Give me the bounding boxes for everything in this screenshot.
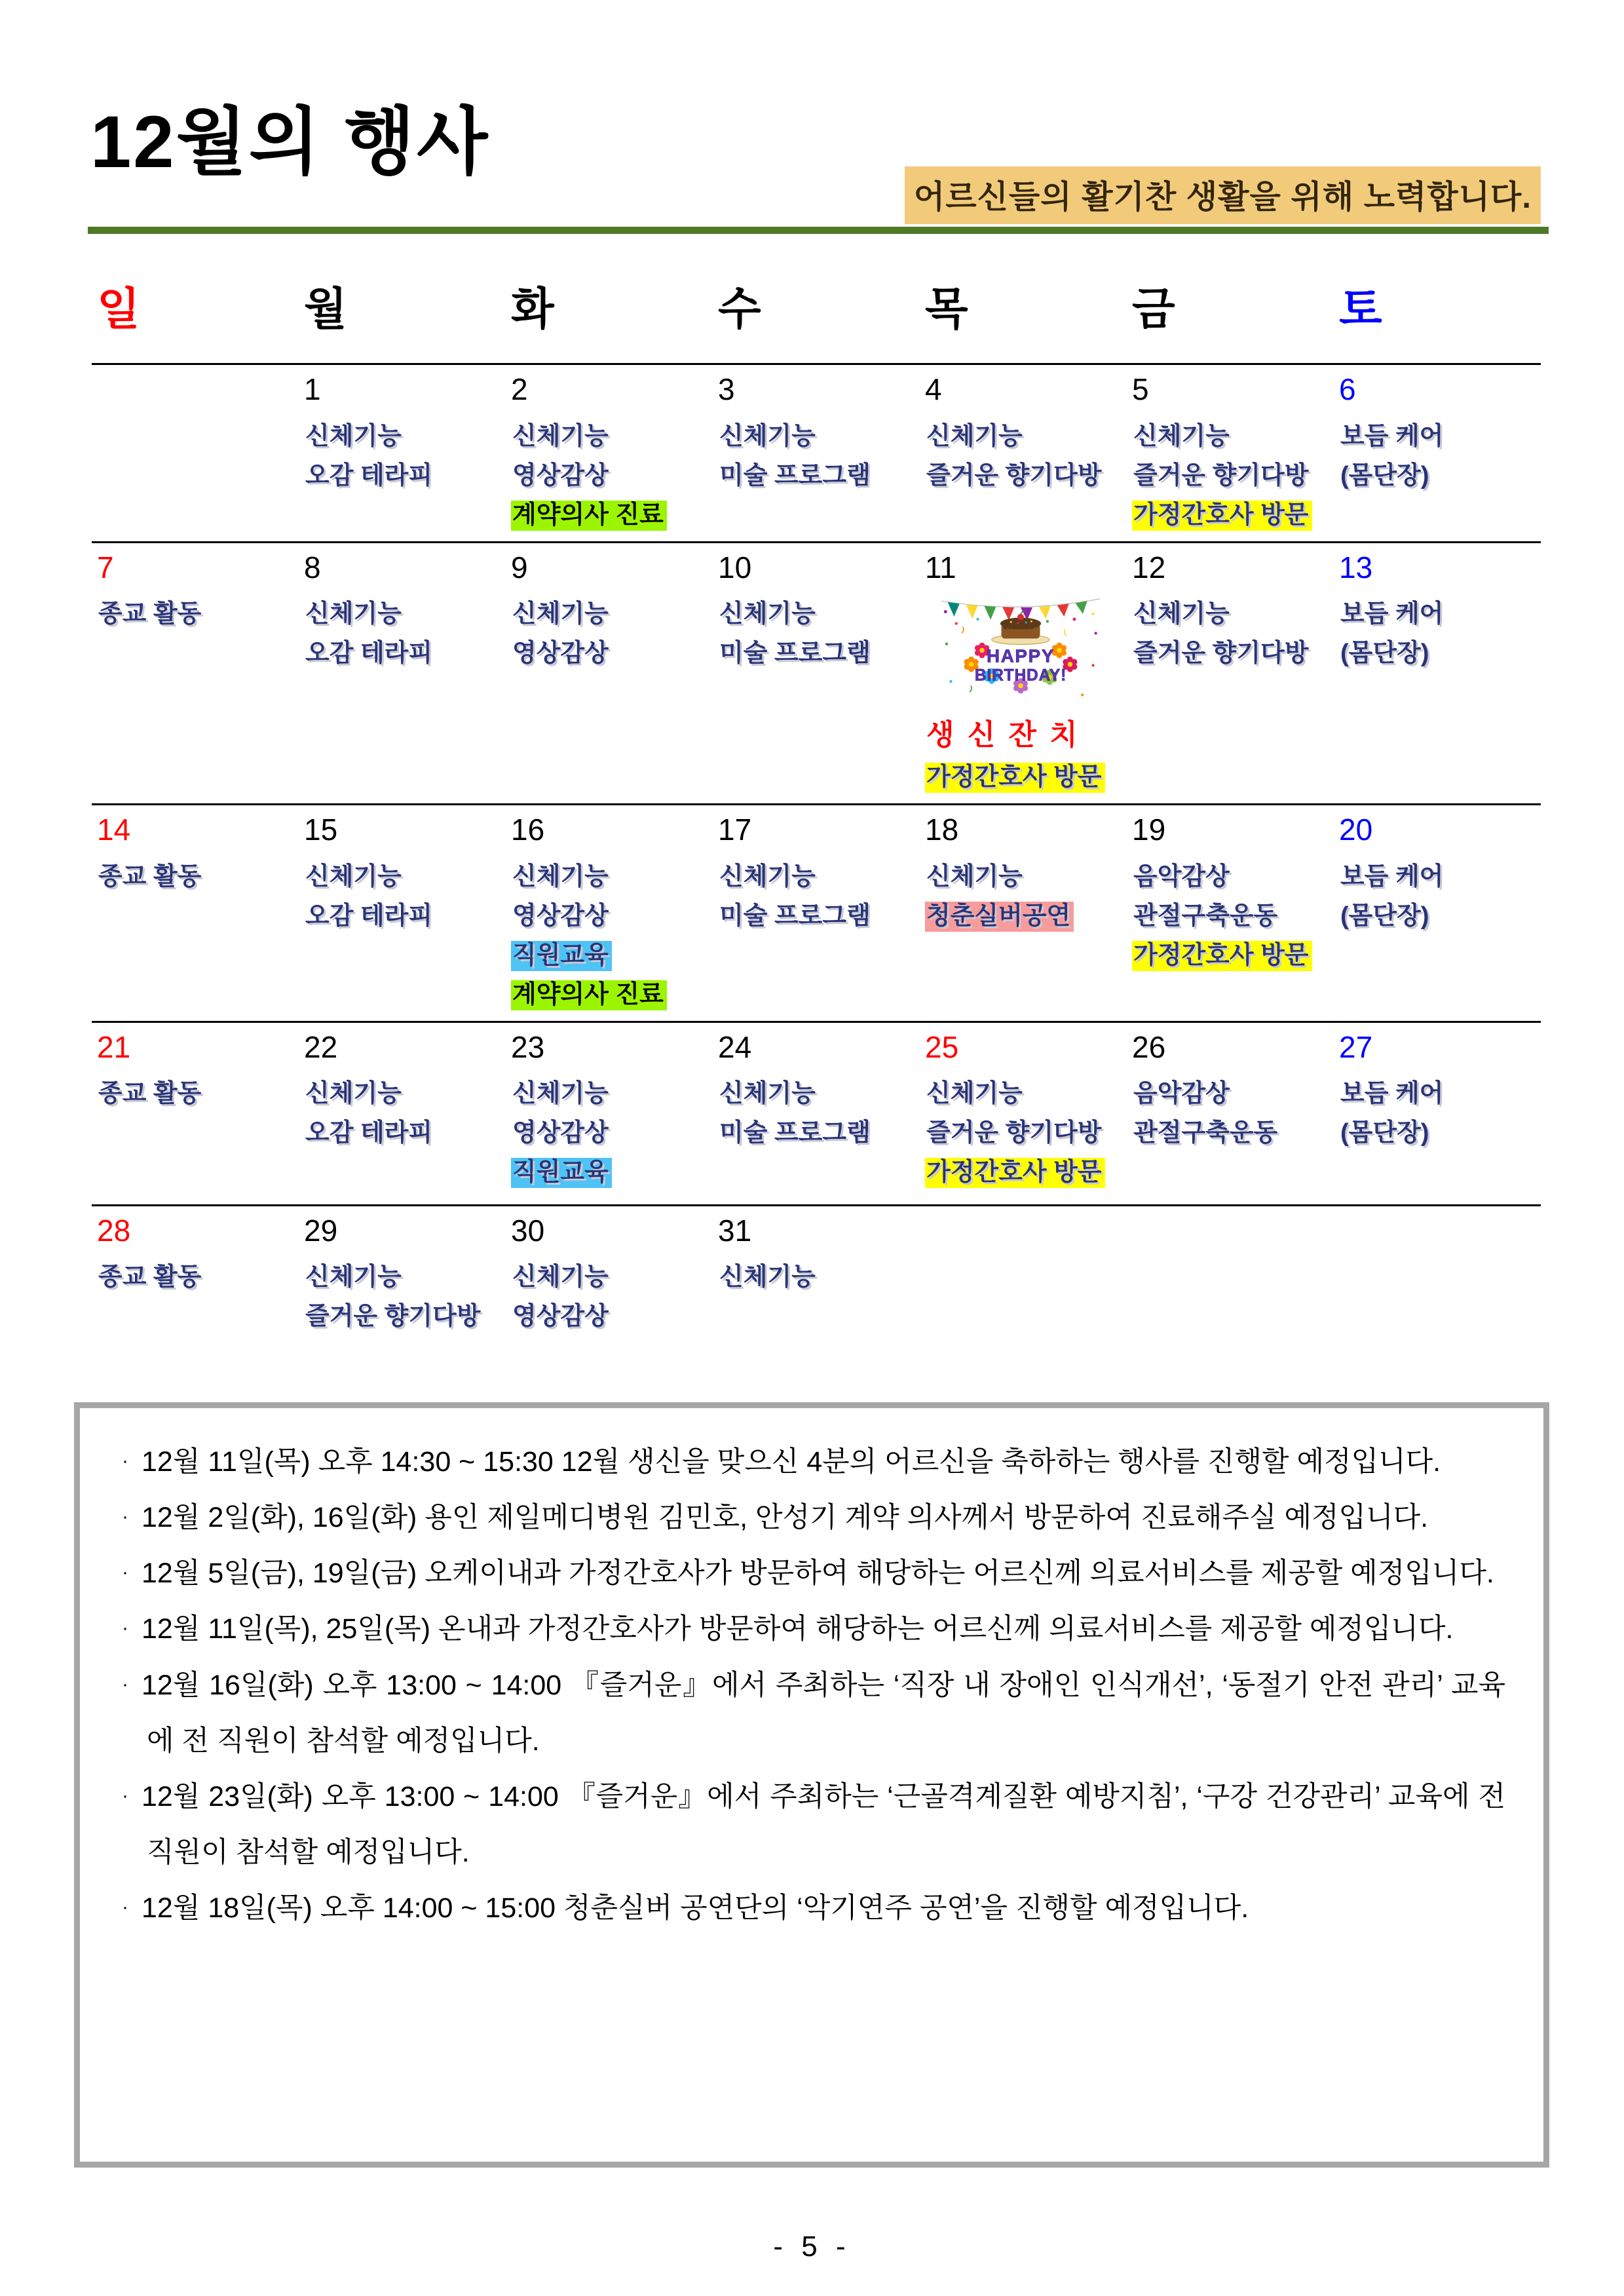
day-number: 25 xyxy=(925,1029,959,1064)
day-cell xyxy=(299,365,506,541)
day-cell xyxy=(299,543,506,804)
day-number: 26 xyxy=(1132,1029,1166,1064)
note-item xyxy=(110,1601,1505,1657)
day-cell xyxy=(920,805,1127,1021)
bullet-dot: · xyxy=(122,1896,128,1918)
event-line: 즐거운 향기다방 xyxy=(1133,640,1309,668)
note-item xyxy=(110,1490,1505,1546)
day-cell xyxy=(920,1206,1127,1402)
bullet-dot: · xyxy=(122,1673,128,1695)
day-cell xyxy=(92,1206,299,1402)
week-row xyxy=(92,805,1541,1023)
event-line: 신체기능 xyxy=(719,862,816,890)
day-number: 22 xyxy=(304,1029,338,1064)
event-line: 미술 프로그램 xyxy=(719,902,871,930)
event-line: 가정간호사 방문 xyxy=(925,759,1124,796)
day-number: 6 xyxy=(1339,372,1356,406)
event-line: 신체기능 xyxy=(512,422,609,450)
day-cell xyxy=(1127,1206,1334,1402)
event-line: 음악감상 xyxy=(1133,862,1230,890)
event-line: 즐거운 향기다방 xyxy=(1133,461,1309,489)
event-line: 보듬 케어 xyxy=(1340,422,1444,450)
event-line: 관절구축운동 xyxy=(1133,1119,1278,1147)
note-item xyxy=(110,1769,1505,1881)
day-number: 20 xyxy=(1339,813,1373,847)
event-line: 보듬 케어 xyxy=(1340,1080,1444,1108)
day-cell xyxy=(1334,1023,1541,1204)
day-header: 금 xyxy=(1132,284,1175,334)
event-line: (몸단장) xyxy=(1340,640,1429,668)
day-number: 2 xyxy=(511,372,528,406)
event-line: 신체기능 xyxy=(1133,422,1230,450)
event-line: (몸단장) xyxy=(1340,902,1429,930)
day-cell xyxy=(299,1023,506,1204)
notes-box xyxy=(74,1402,1549,2168)
event-line: 신체기능 xyxy=(926,862,1023,890)
calendar-header-row xyxy=(92,265,1541,365)
event-line: 영상감상 xyxy=(512,461,609,489)
event-line: 신체기능 xyxy=(512,600,609,628)
event-line: 신체기능 xyxy=(305,422,402,450)
day-number: 7 xyxy=(97,550,114,584)
day-number: 18 xyxy=(925,813,959,847)
event-line: 신체기능 xyxy=(305,1080,402,1108)
day-number: 14 xyxy=(97,813,131,847)
day-header: 목 xyxy=(925,284,968,334)
happy-birthday-image xyxy=(925,596,1116,708)
day-cell xyxy=(1334,365,1541,541)
day-cell xyxy=(713,543,920,804)
day-header: 일 xyxy=(97,284,140,334)
event-line: 보듬 케어 xyxy=(1340,862,1444,890)
event-line: 신체기능 xyxy=(926,1080,1023,1108)
day-cell xyxy=(299,1206,506,1402)
day-header: 수 xyxy=(718,284,761,334)
event-line: 직원교육 xyxy=(511,1154,710,1191)
event-line: 미술 프로그램 xyxy=(719,1119,871,1147)
event-line: 보듬 케어 xyxy=(1340,600,1444,628)
note-text: 12월 23일(화) 오후 13:00 ~ 14:00 『즐거운』에서 주최하는 ‘근골격계질환 예방지침’, ‘구강 건강관리’ 교육에 전 직원이 참석할 예정입니다. xyxy=(142,1780,1505,1868)
day-number: 16 xyxy=(511,813,545,847)
event-line: 신체기능 xyxy=(512,862,609,890)
event-line: 신체기능 xyxy=(719,1080,816,1108)
event-line: 신체기능 xyxy=(305,1263,402,1292)
event-line: 오감 테라피 xyxy=(305,461,433,489)
note-item xyxy=(110,1434,1505,1490)
title-divider-line xyxy=(88,227,1549,234)
event-line: 신체기능 xyxy=(1133,600,1230,628)
event-line: 음악감상 xyxy=(1133,1080,1230,1108)
event-line: 오감 테라피 xyxy=(305,1119,433,1147)
event-line: 직원교육 xyxy=(511,937,710,974)
event-line: 즐거운 향기다방 xyxy=(305,1303,481,1331)
event-line: (몸단장) xyxy=(1340,1119,1429,1147)
event-line: 생 신 잔 치 xyxy=(926,719,1080,752)
week-row xyxy=(92,1206,1541,1404)
event-line: 가정간호사 방문 xyxy=(1132,937,1331,974)
day-number: 13 xyxy=(1339,550,1373,584)
day-number: 30 xyxy=(511,1213,545,1248)
day-number: 24 xyxy=(718,1029,752,1064)
day-cell xyxy=(920,543,1127,804)
day-cell xyxy=(713,1023,920,1204)
day-cell xyxy=(1334,805,1541,1021)
event-line: 즐거운 향기다방 xyxy=(926,461,1102,489)
event-line: 관절구축운동 xyxy=(1133,902,1278,930)
event-line: 신체기능 xyxy=(305,862,402,890)
day-header: 토 xyxy=(1339,284,1382,334)
day-number: 4 xyxy=(925,372,942,406)
event-line: 신체기능 xyxy=(512,1080,609,1108)
event-line: 신체기능 xyxy=(305,600,402,628)
day-cell xyxy=(92,805,299,1021)
note-item xyxy=(110,1881,1505,1936)
note-item xyxy=(110,1546,1505,1601)
event-line: 오감 테라피 xyxy=(305,902,433,930)
page-number: - 5 - xyxy=(773,2230,851,2263)
day-cell xyxy=(713,1206,920,1402)
note-text: 12월 16일(화) 오후 13:00 ~ 14:00 『즐거운』에서 주최하는 ‘직장 내 장애인 인식개선’, ‘동절기 안전 관리’ 교육에 전 직원이 참석할 예정입니다. xyxy=(142,1669,1505,1757)
day-header: 월 xyxy=(304,284,347,334)
event-line: 신체기능 xyxy=(719,422,816,450)
day-number: 10 xyxy=(718,550,752,584)
event-line: 계약의사 진료 xyxy=(511,497,710,534)
day-cell xyxy=(920,1023,1127,1204)
event-line: 오감 테라피 xyxy=(305,640,433,668)
week-row xyxy=(92,1023,1541,1206)
day-cell xyxy=(1334,1206,1541,1402)
day-cell xyxy=(506,1206,713,1402)
event-line: 신체기능 xyxy=(926,422,1023,450)
day-number: 3 xyxy=(718,372,735,406)
day-number: 15 xyxy=(304,813,338,847)
day-cell xyxy=(713,365,920,541)
birthday-text-line1: HAPPY xyxy=(986,645,1055,666)
day-cell xyxy=(506,543,713,804)
day-number: 9 xyxy=(511,550,528,584)
event-line: 영상감상 xyxy=(512,1119,609,1147)
event-line: 청춘실버공연 xyxy=(925,898,1124,935)
page-title: 12월의 행사 xyxy=(90,101,490,183)
bullet-dot: · xyxy=(122,1450,128,1472)
birthday-cake xyxy=(992,610,1049,644)
day-header: 화 xyxy=(511,284,554,334)
day-cell xyxy=(920,365,1127,541)
day-cell xyxy=(299,805,506,1021)
day-number: 28 xyxy=(97,1213,131,1248)
calendar-table xyxy=(92,265,1541,1404)
note-text: 12월 18일(목) 오후 14:00 ~ 15:00 청춘실버 공연단의 ‘악기연주 공연’을 진행할 예정입니다. xyxy=(142,1892,1249,1924)
day-number: 1 xyxy=(304,372,321,406)
week-row xyxy=(92,543,1541,806)
event-line: 영상감상 xyxy=(512,640,609,668)
bullet-dot: · xyxy=(122,1784,128,1807)
day-cell xyxy=(1334,543,1541,804)
event-line: 영상감상 xyxy=(512,902,609,930)
event-line: (몸단장) xyxy=(1340,461,1429,489)
note-text: 12월 2일(화), 16일(화) 용인 제일메디병원 김민호, 안성기 계약 의사께서 방문하여 진료해주실 예정입니다. xyxy=(142,1502,1429,1534)
event-line: 신체기능 xyxy=(719,600,816,628)
day-cell xyxy=(92,543,299,804)
event-line: 신체기능 xyxy=(719,1263,816,1292)
note-item xyxy=(110,1658,1505,1769)
event-line: 즐거운 향기다방 xyxy=(926,1119,1102,1147)
day-cell xyxy=(92,365,299,541)
event-line: 계약의사 진료 xyxy=(511,976,710,1014)
event-line: 종교 활동 xyxy=(98,862,202,890)
bullet-dot: · xyxy=(122,1561,128,1584)
day-cell xyxy=(506,365,713,541)
event-line: 종교 활동 xyxy=(98,1263,202,1292)
birthday-text-line2: BIRTHDAY! xyxy=(974,666,1067,685)
day-number: 27 xyxy=(1339,1029,1373,1064)
event-line: 종교 활동 xyxy=(98,600,202,628)
day-cell xyxy=(1127,1023,1334,1204)
bullet-dot: · xyxy=(122,1617,128,1639)
event-line: 영상감상 xyxy=(512,1303,609,1331)
event-line: 미술 프로그램 xyxy=(719,640,871,668)
day-cell xyxy=(1127,805,1334,1021)
day-cell xyxy=(1127,543,1334,804)
day-number: 12 xyxy=(1132,550,1166,584)
day-number: 5 xyxy=(1132,372,1149,406)
note-text: 12월 11일(목) 오후 14:30 ~ 15:30 12월 생신을 맞으신 4분의 어르신을 축하하는 행사를 진행할 예정입니다. xyxy=(142,1446,1441,1478)
day-number: 17 xyxy=(718,813,752,847)
day-cell xyxy=(506,805,713,1021)
week-row xyxy=(92,365,1541,543)
event-line: 가정간호사 방문 xyxy=(1132,497,1331,534)
calendar-weeks xyxy=(92,365,1541,1404)
event-line: 신체기능 xyxy=(512,1263,609,1292)
day-cell xyxy=(1127,365,1334,541)
day-number: 21 xyxy=(97,1029,131,1064)
day-number: 23 xyxy=(511,1029,545,1064)
page-subtitle: 어르신들의 활기찬 생활을 위해 노력합니다. xyxy=(905,166,1541,224)
day-number: 19 xyxy=(1132,813,1166,847)
day-number: 8 xyxy=(304,550,321,584)
event-line: 가정간호사 방문 xyxy=(925,1154,1124,1191)
event-line: 미술 프로그램 xyxy=(719,461,871,489)
day-number: 31 xyxy=(718,1213,752,1248)
bullet-dot: · xyxy=(122,1506,128,1528)
day-number: 29 xyxy=(304,1213,338,1248)
day-cell xyxy=(713,805,920,1021)
day-cell xyxy=(506,1023,713,1204)
note-text: 12월 11일(목), 25일(목) 온내과 가정간호사가 방문하여 해당하는 어르신께 의료서비스를 제공할 예정입니다. xyxy=(142,1613,1454,1645)
day-number: 11 xyxy=(925,550,956,584)
note-text: 12월 5일(금), 19일(금) 오케이내과 가정간호사가 방문하여 해당하는 어르신께 의료서비스를 제공할 예정입니다. xyxy=(142,1558,1494,1590)
event-line: 종교 활동 xyxy=(98,1080,202,1108)
day-cell xyxy=(92,1023,299,1204)
